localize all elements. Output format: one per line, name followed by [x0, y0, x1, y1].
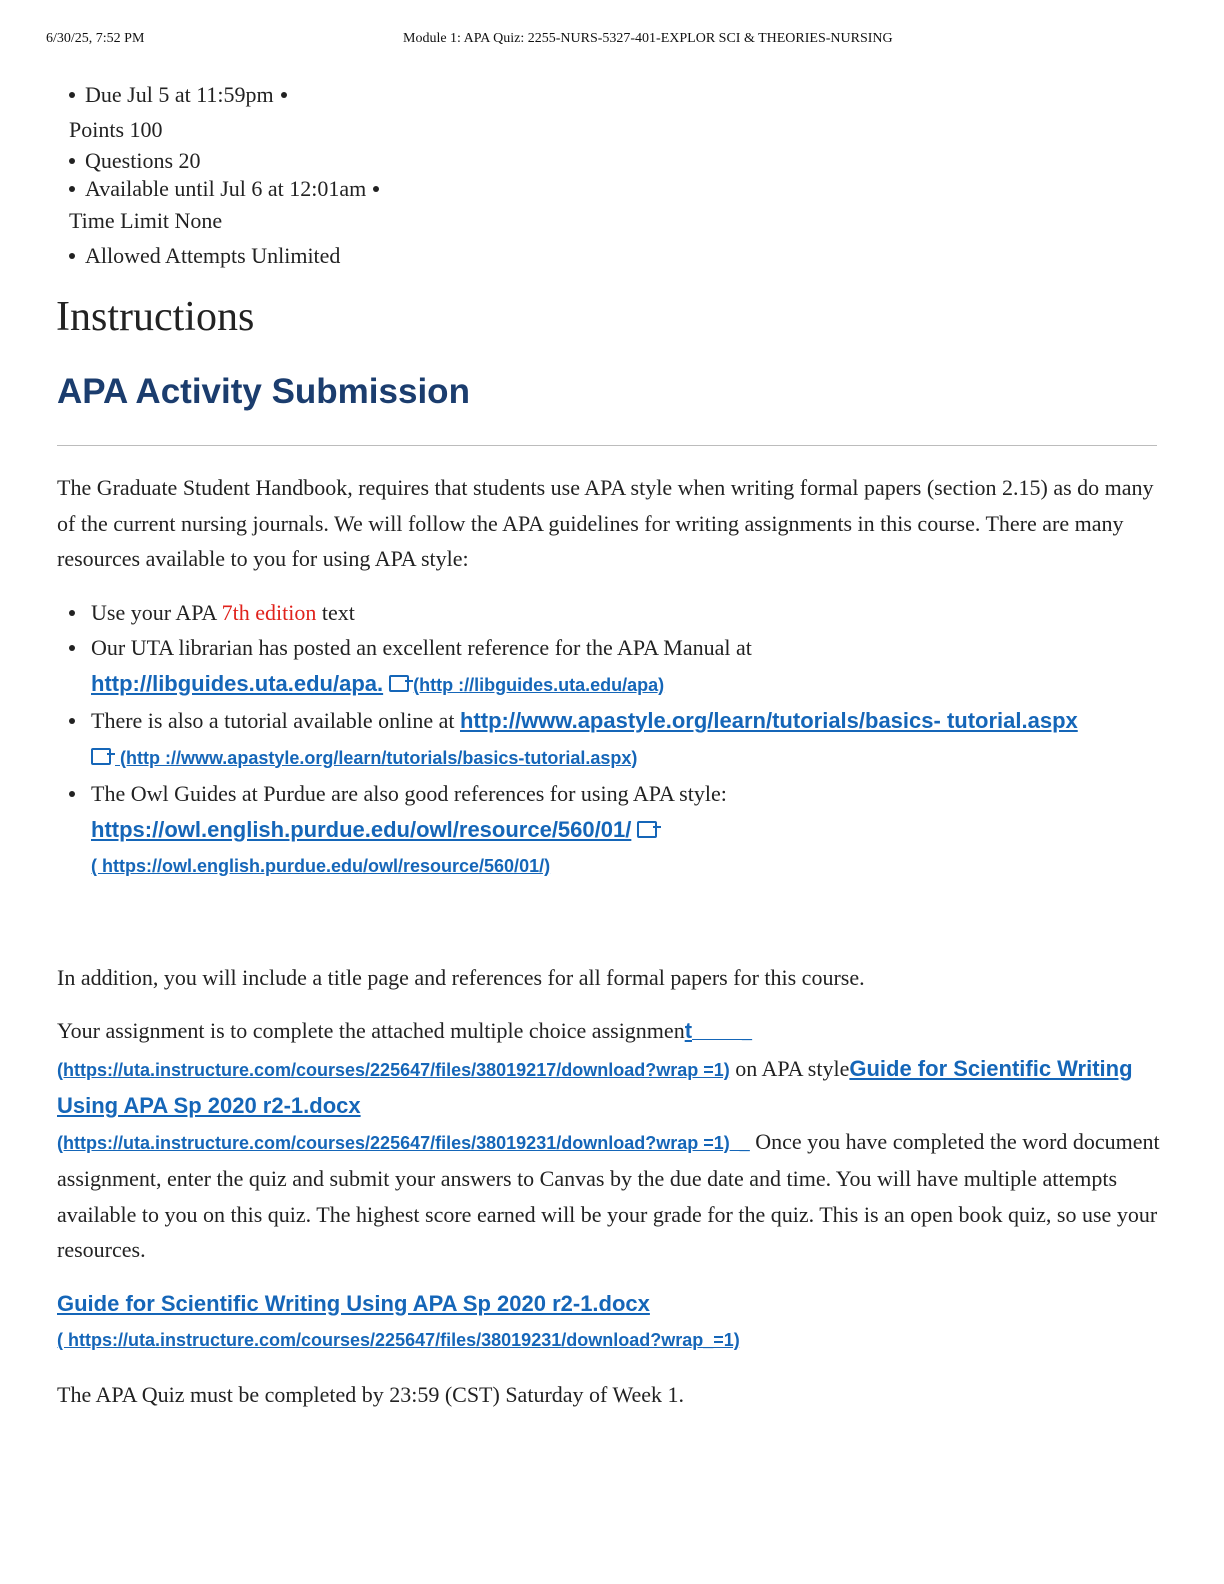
guide-download-url-link[interactable]: ( https://uta.instructure.com/courses/225647/files/38019231/download?wrap_=1)	[57, 1330, 740, 1350]
guide-url-link[interactable]: (https://uta.instructure.com/courses/225647/files/38019231/download?wrap =1)	[57, 1132, 730, 1153]
external-link-icon	[637, 821, 657, 838]
resource-text: Our UTA librarian has posted an excellent reference for the APA Manual at	[91, 635, 752, 660]
print-title: Module 1: APA Quiz: 2255-NURS-5327-401-EXPLOR SCI & THEORIES-NURSING	[403, 31, 893, 46]
assignment-link[interactable]: t	[684, 1018, 693, 1043]
assignment-url-link[interactable]: (https://uta.instructure.com/courses/225647/files/38019217/download?wrap =1)	[57, 1059, 730, 1080]
libguides-url-link[interactable]: (http ://libguides.uta.edu/apa)	[413, 674, 665, 695]
resource-text: text	[316, 599, 355, 625]
resource-text: Use your APA	[91, 599, 222, 625]
points: Points 100	[69, 116, 163, 142]
divider	[57, 445, 1157, 446]
apastyle-tutorial-link[interactable]: http://www.apastyle.org/learn/tutorials/basics- tutorial.aspx	[459, 708, 1078, 733]
bullet-icon	[69, 186, 75, 192]
questions-row	[60, 147, 379, 175]
points-row	[60, 112, 379, 147]
assignment-link-gap: _	[692, 1022, 753, 1042]
resources-list	[57, 595, 1167, 885]
bullet-icon	[373, 186, 379, 192]
bullet-icon	[69, 253, 75, 259]
attempts-row	[60, 238, 379, 273]
guide-link[interactable]: Guide for Scientific Writing Using APA Sp 2020 r2-1.docx	[57, 1055, 1133, 1118]
bullet-icon	[281, 92, 287, 98]
external-link-icon	[389, 675, 409, 692]
list-item	[57, 703, 1167, 776]
intro-paragraph: The Graduate Student Handbook, requires that students use APA style when writing formal papers (section 2.15) as do many of the current nursing journals. We will follow the APA guidelines for writing assignments in this course. There are many resources available to you for using APA style:	[57, 475, 1154, 571]
assignment-text: Your assignment is to complete the attached multiple choice assignmen	[57, 1018, 685, 1043]
apastyle-url-link[interactable]: (http ://www.apastyle.org/learn/tutorials/basics-tutorial.aspx)	[115, 747, 638, 768]
external-link-icon	[91, 748, 111, 765]
due-date: Due Jul 5 at 11:59pm	[85, 81, 274, 107]
print-date: 6/30/25, 7:52 PM	[46, 31, 145, 46]
section-title: APA Activity Submission	[57, 372, 470, 411]
assignment-text: on APA style	[729, 1055, 850, 1081]
resource-text: The Owl Guides at Purdue are also good references for using APA style:	[91, 781, 727, 806]
resource-text: There is also a tutorial available online at	[91, 708, 460, 733]
time-limit: Time Limit None	[69, 207, 223, 233]
list-item	[57, 595, 1167, 631]
quiz-details	[60, 77, 379, 273]
allowed-attempts: Allowed Attempts Unlimited	[85, 242, 341, 268]
list-item	[57, 776, 1167, 885]
deadline-text: The APA Quiz must be completed by 23:59 (CST) Saturday of Week 1.	[57, 1381, 684, 1407]
available-until: Available until Jul 6 at 12:01am	[85, 176, 367, 201]
instructions-heading: Instructions	[56, 294, 255, 340]
list-item	[57, 630, 1167, 703]
time-limit-row	[60, 203, 379, 238]
addition-paragraph: In addition, you will include a title page and references for all formal papers for this course.	[57, 964, 865, 990]
bullet-icon	[69, 92, 75, 98]
available-row	[60, 175, 379, 203]
libguides-link[interactable]: http://libguides.uta.edu/apa.	[91, 670, 384, 696]
guide-download-link[interactable]: Guide for Scientific Writing Using APA Sp 2020 r2-1.docx	[57, 1290, 650, 1316]
assignment-text: Once you have completed the word document assignment, enter the quiz and submit your answers to Canvas by the due date and time. You will have multiple attempts available to you on this quiz. The highest score earned will be your grade for the quiz. This is an open book quiz, so use your resources.	[57, 1128, 1160, 1262]
purdue-owl-link[interactable]: https://owl.english.purdue.edu/owl/resource/560/01/	[91, 816, 632, 842]
edition-highlight: 7th edition	[221, 599, 317, 625]
bullet-icon	[69, 158, 75, 164]
instructions-body	[57, 470, 1167, 1412]
guide-link-gap: _	[729, 1132, 750, 1153]
assignment-paragraph	[57, 1013, 1167, 1268]
guide-download	[57, 1286, 1167, 1359]
due-date-row	[60, 77, 379, 112]
questions: Questions 20	[85, 148, 201, 173]
purdue-owl-url-link[interactable]: ( https://owl.english.purdue.edu/owl/resource/560/01/)	[91, 856, 551, 876]
